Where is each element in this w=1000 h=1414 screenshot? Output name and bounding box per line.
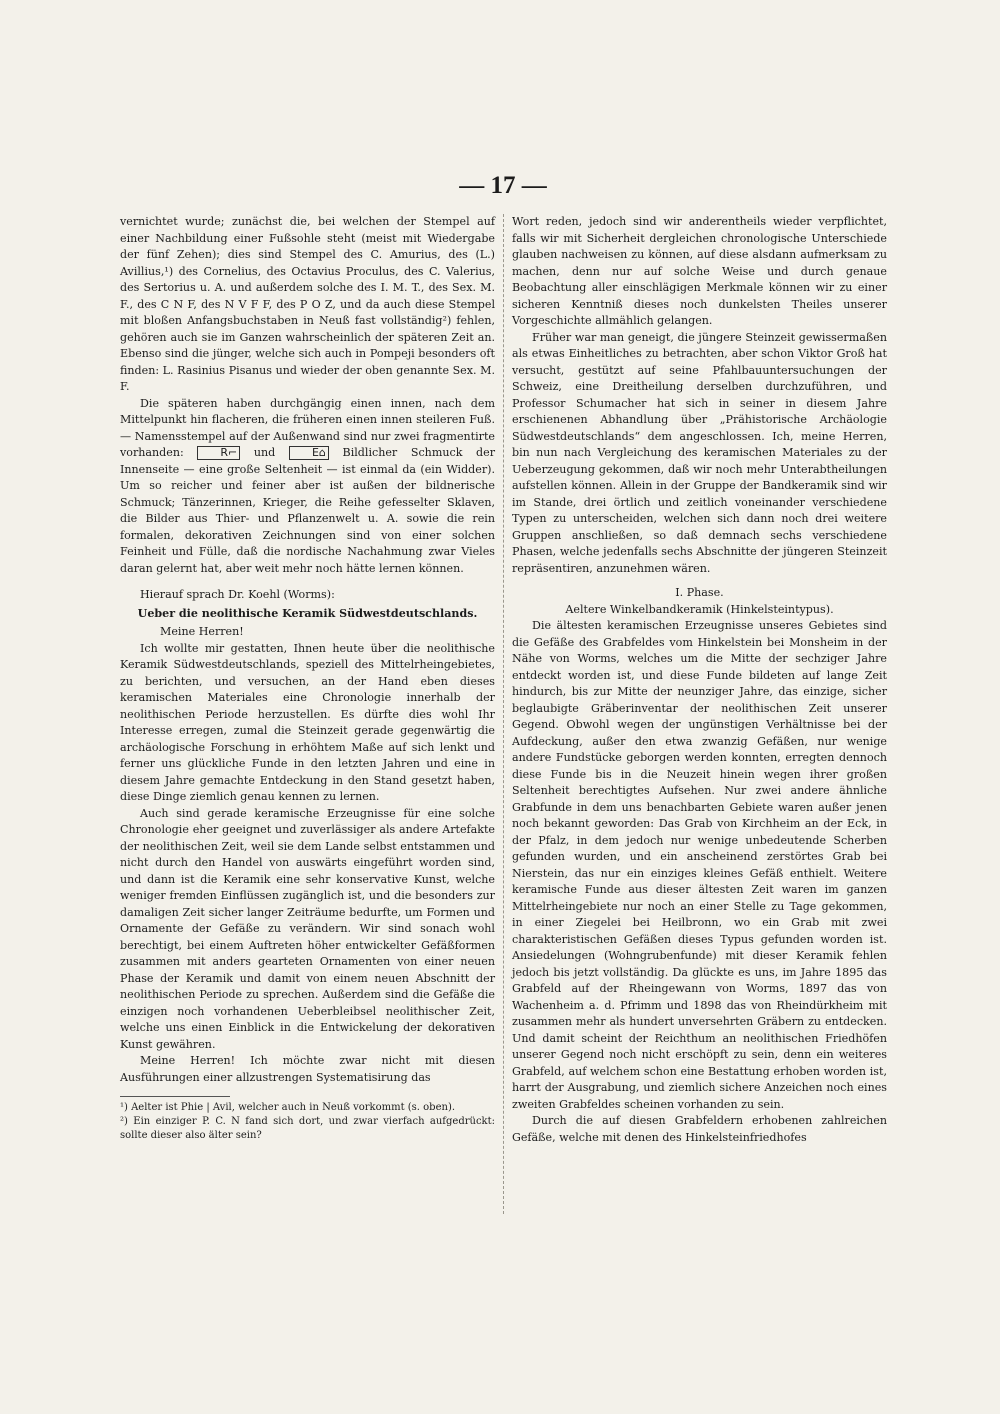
footnote-1: ¹) Aelter ist Phie | Avil, welcher auch in Neuß vorkommt (s. oben). [120, 1102, 456, 1113]
left-paragraph-4: Auch sind gerade keramische Erzeugnisse für eine solche Chronologie eher geeignet und zuverlässiger als andere Artefakte der neolithischen Zeit, weil sie dem Lande selbst entstammen und nicht durch den Handel von auswärts eingeführt worden sind, und dann ist die Keramik eine sehr konservative Kunst, welche weniger fremden Einflüssen zugänglich ist, und die besonders zur damaligen Zeit sicher langer Zeiträume bedurfte, um Formen und Ornamente der Gefäße zu verändern. Wir sind sonach wohl berechtigt, bei einem Auftreten höher entwickelter Gefäßformen zusammen mit anders gearteten Ornamenten von einer neuen Phase der Keramik und damit von einem neuen Abschnitt der neolithischen Periode zu sprechen. Außerdem sind die Gefäße die einzigen noch vorhandenen Ueberbleibsel neolithischer Zeit, welche uns einen Einblick in die Entwickelung der dekorativen Kunst gewähren. [120, 806, 495, 1051]
stamp-fragment-2-icon: E⌂ [289, 446, 329, 460]
left-paragraph-2-start: Die späteren haben durchgängig einen innen, nach dem Mittelpunkt hin flacheren, die früheren einen innen steileren Fuß. — Namensstempel auf der Außenwand sind nur zwei fragmentirte vorhanden: [120, 396, 495, 459]
section-heading: I. Phase. [675, 586, 724, 599]
stamp-fragment-1-icon: R⌐ [197, 446, 240, 460]
right-column [512, 214, 887, 1146]
speaker-line: Hierauf sprach Dr. Koehl (Worms): [140, 588, 335, 601]
left-paragraph-2 [120, 396, 495, 578]
left-paragraph-5: Meine Herren! Ich möchte zwar nicht mit diesen Ausführungen einer allzustrengen Systematisirung das [120, 1054, 495, 1084]
right-paragraph-2: Früher war man geneigt, die jüngere Steinzeit gewissermaßen als etwas Einheitliches zu betrachten, aber schon Viktor Groß hat versucht, gestützt auf seine Pfahlbauuntersuchungen der Schweiz, eine Dreitheilung derselben durchzuführen, und Professor Schumacher hat sich in seiner in diesem Jahre erschienenen Abhandlung über „Prähistorische Archäologie Südwestdeutschlands“ dem angeschlossen. Ich, meine Herren, bin nun nach Vergleichung des keramischen Materiales zu der Ueberzeugung gekommen, daß wir noch mehr Unterabtheilungen aufstellen können. Allein in der Gruppe der Bandkeramik sind wir im Stande, drei örtlich und zeitlich voneinander verschiedene Typen zu unterscheiden, welchen sich dann noch drei weitere Gruppen anschließen, so daß demnach sechs verschiedene Phasen, welche jedenfalls sechs Abschnitte der jüngeren Steinzeit repräsentiren, anzunehmen wären. [512, 330, 887, 575]
right-paragraph-1: Wort reden, jedoch sind wir anderentheils wieder verpflichtet, falls wir mit Sicherheit dergleichen chronologische Unterschiede glauben nachweisen zu können, auf diese alsdann aufmerksam zu machen, denn nur auf solche Weise und durch genaue Beobachtung aller einschlägigen Merkmale können wir zu einer sicheren Kenntniß dieses noch dunkelsten Theiles unserer Vorgeschichte allmählich gelangen. [512, 215, 887, 327]
left-paragraph-1: vernichtet wurde; zunächst die, bei welchen der Stempel auf einer Nachbildung einer Fußsohle steht (meist mit Wiedergabe der fünf Zehen); dies sind Stempel des C. Amurius, des (L.) Avillius,¹) des Cornelius, des Octavius Proculus, des C. Valerius, des Sertorius u. A. und außerdem solche des I. M. T., des Sex. M. F., des C N F, des N V F F, des P O Z, und da auch diese Stempel mit bloßen Anfangsbuchstaben in Neuß fast vollständig²) fehlen, gehören auch sie im Ganzen wahrscheinlich der späteren Zeit an. Ebenso sind die jünger, welche sich auch in Pompeji besonders oft finden: L. Rasinius Pisanus und wieder der oben genannte Sex. M. F. [120, 215, 495, 393]
column-divider [503, 214, 504, 1214]
left-paragraph-3: Ich wollte mir gestatten, Ihnen heute über die neolithische Keramik Südwestdeutschlands, speziell des Mittelrheingebietes, zu berichten, und versuchen, an der Hand eben dieses keramischen Materiales eine Chronologie innerhalb der neolithischen Periode herzustellen. Es dürfte dies wohl Ihr Interesse erregen, zumal die Steinzeit gerade gegenwärtig die archäologische Forschung in erhöhtem Maße auf sich lenkt und ferner uns glückliche Funde in den letzten Jahren und eine in diesem Jahre gemachte Entdeckung in den Stand gesetzt haben, diese Dinge ziemlich genau kennen zu lernen. [120, 641, 495, 803]
lecture-title: Ueber die neolithische Keramik Südwestdeutschlands. [137, 606, 478, 620]
section-subheading: Aeltere Winkelbandkeramik (Hinkelsteintypus). [565, 602, 834, 616]
footnote-2: ²) Ein einziger P. C. N fand sich dort, und zwar vierfach aufgedrückt: sollte dieser also älter sein? [120, 1116, 495, 1141]
right-paragraph-3: Die ältesten keramischen Erzeugnisse unseres Gebietes sind die Gefäße des Grabfeldes vom Hinkelstein bei Monsheim in der Nähe von Worms, welches um die Mitte der sechziger Jahre entdeckt worden ist, und diese Funde bildeten auf lange Zeit hindurch, bis zur Mitte der neunziger Jahre, das einzige, sicher beglaubigte Gräberinventar der neolithischen Zeit unserer Gegend. Obwohl wegen der ungünstigen Verhältnisse bei der Aufdeckung, außer den etwa zwanzig Gefäßen, nur wenige andere Fundstücke geborgen werden konnten, erregten dennoch diese Funde bis in die Neuzeit hinein wegen ihrer großen Seltenheit berechtigtes Aufsehen. Nur zwei andere ähnliche Grabfunde in dem uns benachbarten Gebiete waren außer jenen noch bekannt geworden: Das Grab von Kirchheim an der Eck, in der Pfalz, in dem jedoch nur wenige unbedeutende Scherben gefunden wurden, und ein anscheinend zerstörtes Grab bei Nierstein, das nur ein einziges kleines Gefäß enthielt. Weitere keramische Funde aus dieser ältesten Zeit waren im ganzen Mittelrheingebiete nur noch an einer Stelle zu Tage gekommen, in einer Ziegelei bei Heilbronn, wo ein Grab mit zwei charakteristischen Gefäßen dieses Typus gefunden worden ist. Ansiedelungen (Wohngrubenfunde) mit dieser Keramik fehlen jedoch bis jetzt vollständig. Da glückte es uns, im Jahre 1895 das Grabfeld auf der Rheingewann von Worms, 1897 das von Wachenheim a. d. Pfrimm und 1898 das von Rheindürkheim mit zusammen mehr als hundert unversehrten Gräbern zu entdecken. Und damit scheint der Reichthum an neolithischen Friedhöfen unserer Gegend noch nicht erschöpft zu sein, denn ein weiteres Grabfeld, auf welchem schon eine Bestattung erhoben worden ist, harrt der Ausgrabung, und ziemlich sichere Anzeichen noch eines zweiten Grabfeldes scheinen vorhanden zu sein. [512, 619, 887, 1111]
left-paragraph-2-end: Bildlicher Schmuck der Innenseite — eine große Seltenheit — ist einmal da (ein Widder). Um so reicher und feiner aber ist außen der bildnerische Schmuck; Tänzerinnen, Krieger, die Reihe gefesselter Sklaven, die Bilder aus Thier- und Pflanzenwelt u. A. sowie die rein formalen, dekorativen Zeichnungen sind von einer solchen Feinheit und Fülle, daß die nordische Nachahmung zwar Vieles daran gelernt hat, aber weit mehr noch hätte lernen können. [120, 446, 496, 575]
salutation: Meine Herren! [160, 625, 244, 638]
right-paragraph-4: Durch die auf diesen Grabfeldern erhobenen zahlreichen Gefäße, welche mit denen des Hinkelsteinfriedhofes [512, 1114, 887, 1144]
left-column [120, 214, 495, 1143]
footnote-divider [120, 1096, 230, 1097]
stamp-joiner: und [253, 446, 276, 459]
page-number: — 17 — [459, 172, 547, 199]
